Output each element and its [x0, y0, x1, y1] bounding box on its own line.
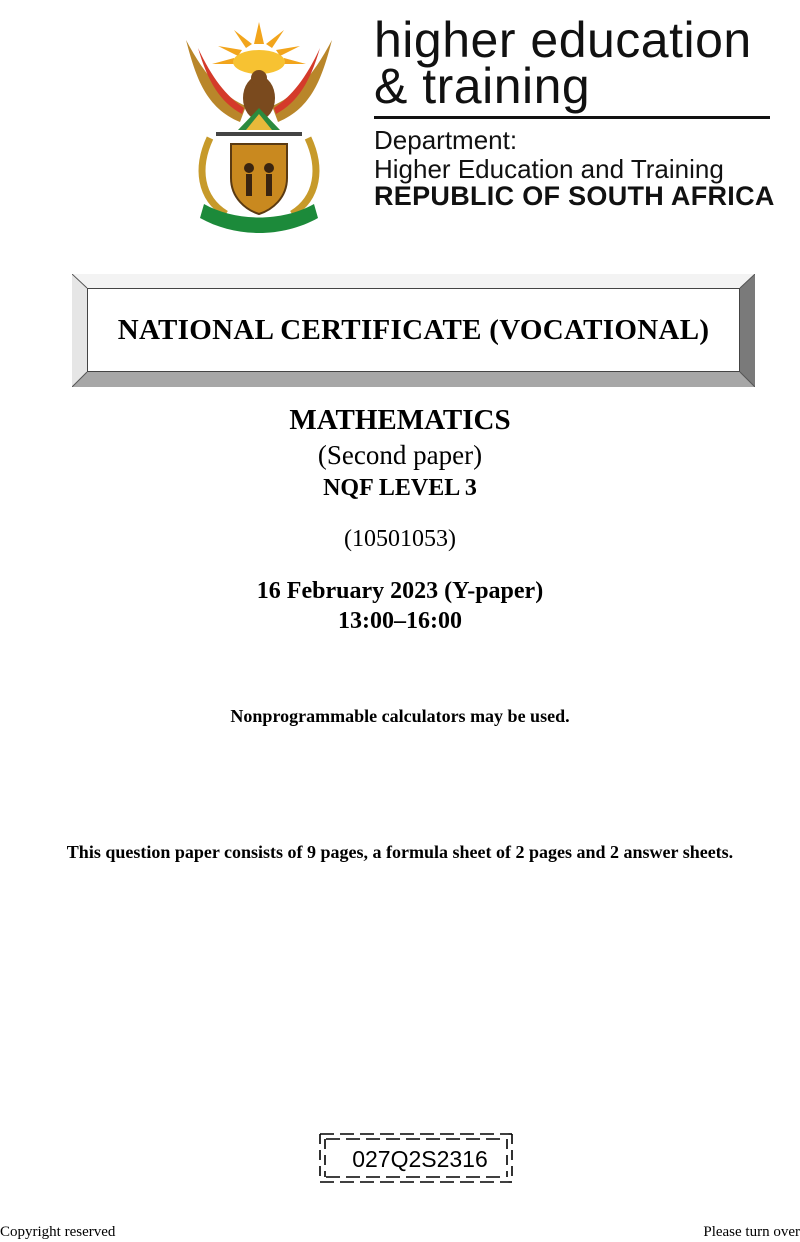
footer-turn-over: Please turn over — [703, 1224, 800, 1240]
subject-code: (10501053) — [344, 526, 456, 552]
department-name: Higher Education and Training — [374, 154, 724, 184]
paper-number: (Second paper) — [317, 440, 483, 470]
country-name: REPUBLIC OF SOUTH AFRICA — [374, 181, 775, 211]
brand-line-2: & training — [374, 58, 591, 114]
calculator-instruction: Nonprogrammable calculators may be used. — [230, 706, 570, 726]
coat-of-arms-icon — [176, 18, 342, 234]
department-label: Department: — [374, 125, 518, 155]
exam-date: 16 February 2023 (Y-paper) — [256, 578, 544, 604]
nqf-level: NQF LEVEL 3 — [323, 475, 477, 501]
footer-copyright: Copyright reserved — [0, 1224, 116, 1240]
certificate-title: NATIONAL CERTIFICATE (VOCATIONAL) — [87, 288, 740, 372]
subject-title: MATHEMATICS — [289, 404, 511, 436]
page-count-instruction: This question paper consists of 9 pages, a formula sheet of 2 pages and 2 answer sheets. — [66, 842, 734, 862]
brand-line-1: higher education — [374, 12, 752, 68]
exam-time: 13:00–16:00 — [338, 608, 462, 634]
paper-code: 027Q2S2316 — [352, 1146, 488, 1172]
brand-divider — [374, 116, 770, 119]
